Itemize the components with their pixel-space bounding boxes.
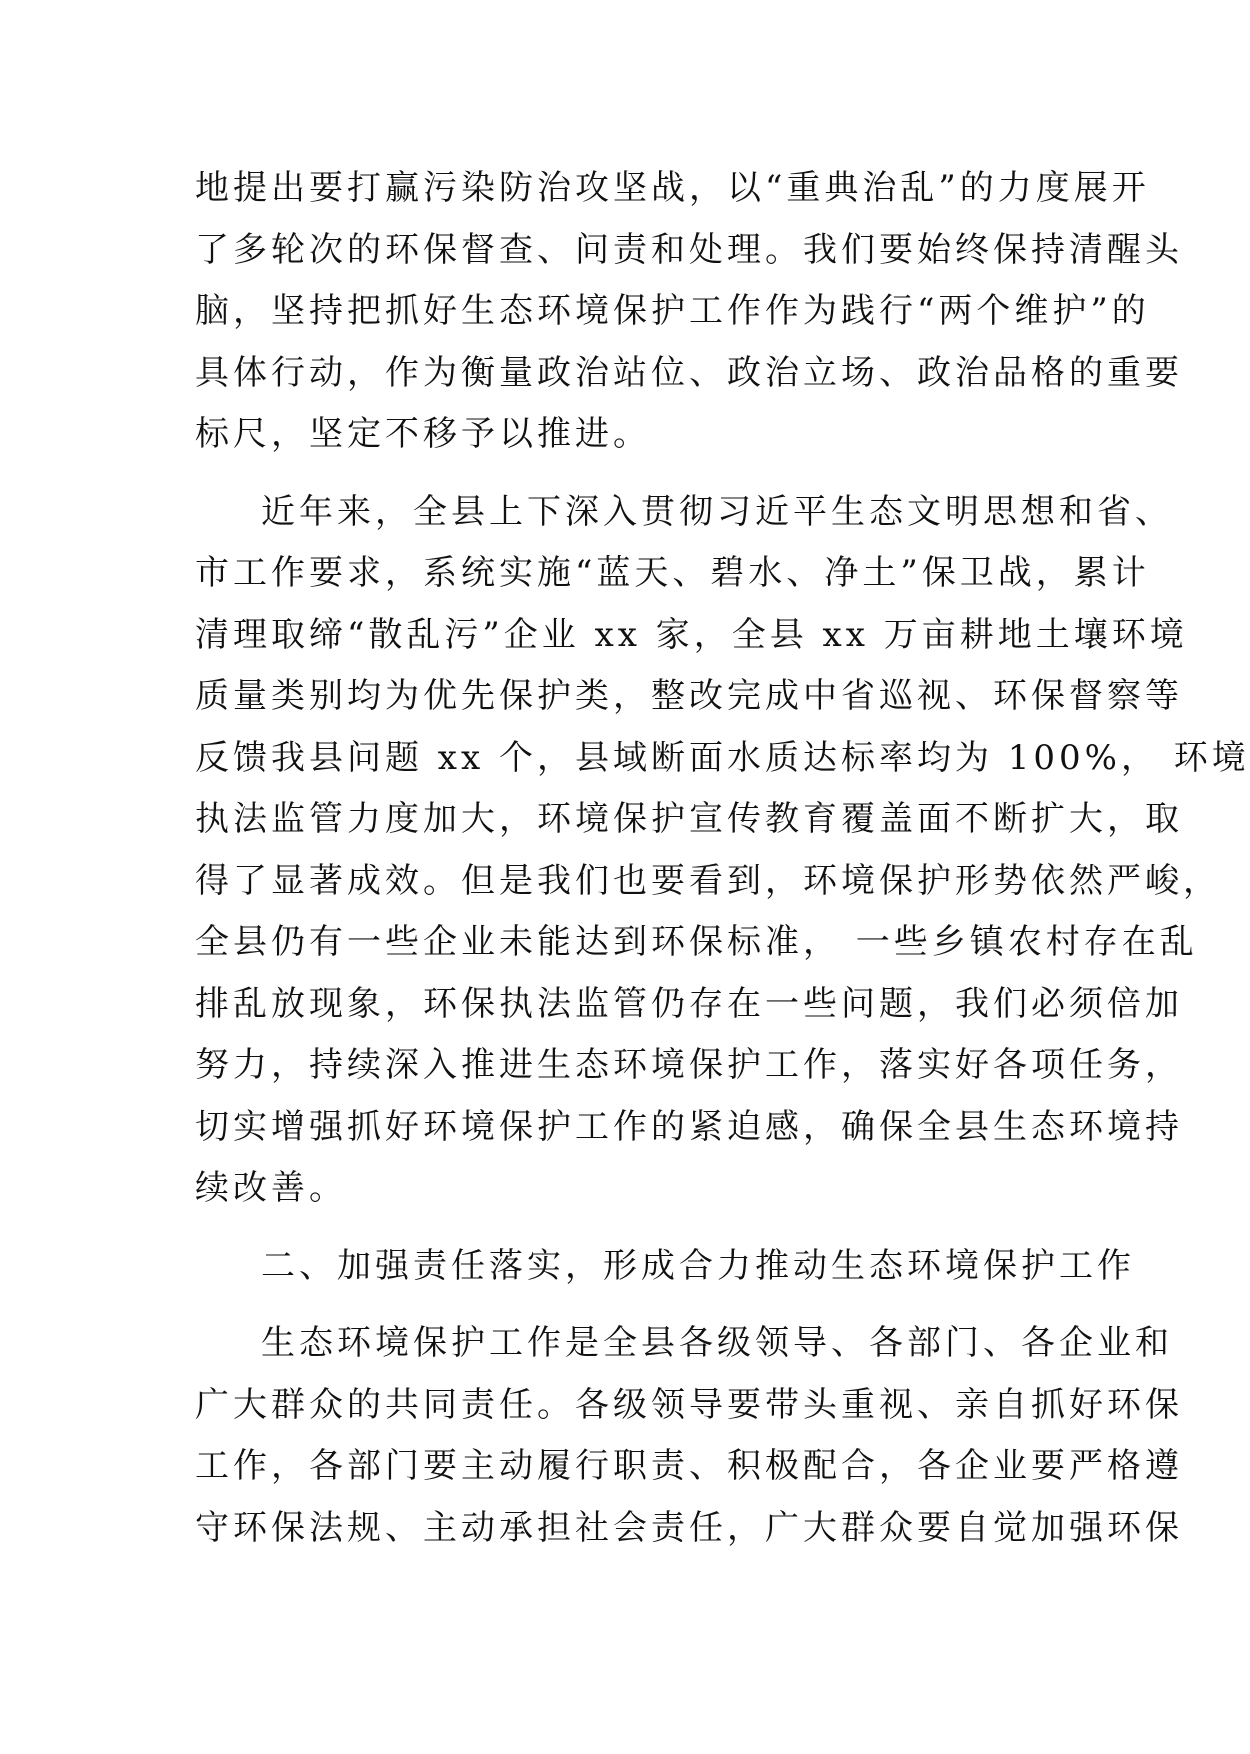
text-line: 地提出要打赢污染防治攻坚战，以“重典治乱”的力度展开 (195, 168, 1150, 208)
text-line: 清理取缔“散乱污”企业 xx 家，全县 xx 万亩耕地土壤环境 (195, 614, 1188, 655)
document-body (195, 158, 1250, 1559)
section-heading (195, 1236, 1135, 1298)
text-line: 努力，持续深入推进生态环境保护工作，落实好各项任务， (195, 1045, 1183, 1085)
paragraph-3 (195, 1313, 1183, 1559)
heading-line: 二、加强责任落实，形成合力推动生态环境保护工作 (261, 1245, 1135, 1286)
text-line: 切实增强抓好环境保护工作的紧迫感，确保全县生态环境持 (195, 1106, 1183, 1147)
text-line: 生态环境保护工作是全县各级领导、各部门、各企业和 (261, 1323, 1173, 1363)
text-line: 标尺，坚定不移予以推进。 (195, 414, 651, 454)
text-line: 得了显著成效。但是我们也要看到，环境保护形势依然严峻， (195, 860, 1221, 901)
paragraph-2 (195, 482, 1250, 1220)
text-line: 守环保法规、主动承担社会责任，广大群众要自觉加强环保 (195, 1507, 1183, 1548)
text-line: 排乱放现象，环保执法监管仍存在一些问题，我们必须倍加 (195, 983, 1183, 1024)
text-line: 市工作要求，系统实施“蓝天、碧水、净土”保卫战，累计 (195, 553, 1150, 593)
text-line: 广大群众的共同责任。各级领导要带头重视、亲自抓好环保 (195, 1384, 1183, 1425)
text-line: 工作，各部门要主动履行职责、积极配合，各企业要严格遵 (195, 1446, 1183, 1486)
text-line: 近年来，全县上下深入贯彻习近平生态文明思想和省、 (261, 491, 1173, 532)
text-line: 质量类别均为优先保护类，整改完成中省巡视、环保督察等 (195, 676, 1183, 716)
paragraph-1 (195, 158, 1183, 466)
text-line: 了多轮次的环保督查、问责和处理。我们要始终保持清醒头 (195, 229, 1183, 270)
paragraph-spacer (195, 1220, 1055, 1236)
text-line: 反馈我县问题 xx 个，县域断面水质达标率均为 100%， 环境 (195, 737, 1250, 778)
text-line: 执法监管力度加大，环境保护宣传教育覆盖面不断扩大，取 (195, 799, 1183, 839)
paragraph-spacer (195, 466, 1055, 482)
text-line: 脑，坚持把抓好生态环境保护工作作为践行“两个维护”的 (195, 291, 1150, 331)
paragraph-spacer (195, 1297, 1055, 1313)
text-line: 续改善。 (195, 1168, 347, 1208)
text-line: 具体行动，作为衡量政治站位、政治立场、政治品格的重要 (195, 352, 1183, 393)
text-line: 全县仍有一些企业未能达到环保标准， 一些乡镇农村存在乱 (195, 922, 1198, 962)
